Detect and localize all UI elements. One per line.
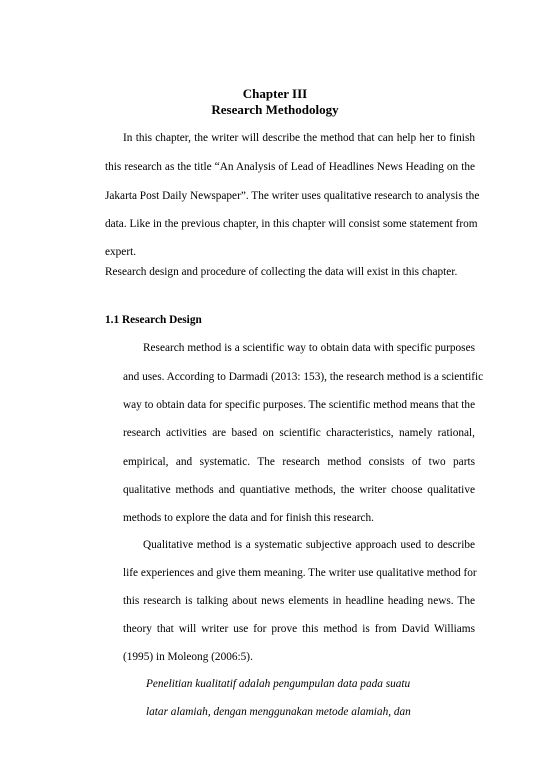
paragraph-line: Research method is a scientific way to obtain data with specific purposes	[143, 342, 475, 354]
paragraph-line: theory that will writer use for prove this method is from David Williams	[123, 623, 475, 635]
paragraph-line: and uses. According to Darmadi (2013: 153), the research method is a scientific	[123, 371, 484, 383]
intro-line: Jakarta Post Daily Newspaper”. The writer uses qualitative research to analysis the	[105, 190, 480, 202]
section-heading: 1.1 Research Design	[105, 314, 202, 326]
chapter-number: Chapter III	[242, 86, 308, 101]
intro-line: data. Like in the previous chapter, in this chapter will consist some statement from	[105, 218, 478, 230]
quote-line: Penelitian kualitatif adalah pengumpulan data pada suatu	[146, 678, 411, 690]
chapter-title: Research Methodology	[211, 102, 339, 117]
paragraph-line: Qualitative method is a systematic subjective approach used to describe	[143, 539, 475, 551]
paragraph-line: research activities are based on scientific characteristics, namely rational,	[123, 427, 475, 439]
paragraph-line: (1995) in Moleong (2006:5).	[123, 651, 253, 663]
intro-line: expert.	[105, 246, 137, 258]
paragraph-line: way to obtain data for specific purposes. The scientific method means that the	[123, 399, 476, 411]
paragraph-line: methods to explore the data and for finish this research.	[123, 512, 374, 524]
quote-line: latar alamiah, dengan menggunakan metode alamiah, dan	[146, 706, 411, 718]
intro-line: this research as the title “An Analysis of Lead of Headlines News Heading on the	[105, 161, 475, 173]
paragraph-line: empirical, and systematic. The research method consists of two parts	[123, 456, 475, 468]
paragraph-line: life experiences and give them meaning. The writer use qualitative method for	[123, 567, 477, 579]
paragraph-line: this research is talking about news elements in headline heading news. The	[123, 595, 475, 607]
intro-line: Research design and procedure of collecting the data will exist in this chapter.	[105, 266, 458, 278]
paragraph-line: qualitative methods and quantiative methods, the writer choose qualitative	[123, 484, 475, 496]
intro-line: In this chapter, the writer will describe the method that can help her to finish	[123, 132, 475, 144]
